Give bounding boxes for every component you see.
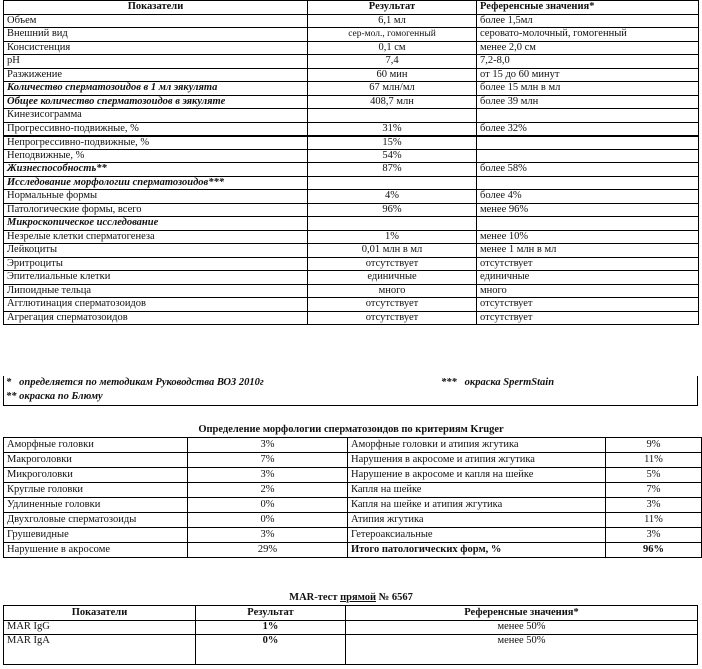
mar-indicator-cell: MAR IgG [4,621,196,635]
kruger-right-value: 5% [606,468,702,483]
reference-cell: менее 1 млн в мл [477,244,699,258]
indicator-cell: Общее количество сперматозоидов в эякуляте [4,95,308,109]
kruger-right-value: 3% [606,528,702,543]
result-cell: 60 мин [308,68,477,82]
result-cell: 31% [308,122,477,136]
kruger-left-value: 29% [188,543,348,558]
kruger-row [4,468,702,483]
table-row [4,230,699,244]
table-row [4,14,699,28]
kruger-left-label: Микроголовки [4,468,188,483]
kruger-right-label: Капля на шейке и атипия жгутика [348,498,606,513]
result-cell: сер-мол., гомогенный [308,28,477,42]
reference-cell [477,136,699,150]
indicator-cell: Жизнеспособность** [4,163,308,177]
result-cell: 0,01 млн в мл [308,244,477,258]
reference-cell: от 15 до 60 минут [477,68,699,82]
footnote-3 [441,377,554,388]
result-cell [308,176,477,190]
mar-header-reference: Референсные значения* [346,606,698,621]
reference-cell: менее 96% [477,203,699,217]
kruger-left-value: 3% [188,528,348,543]
reference-cell: менее 10% [477,230,699,244]
mar-table [3,605,698,665]
indicator-cell: Незрелые клетки сперматогенеза [4,230,308,244]
footnote-2 [6,391,103,402]
kruger-left-label: Круглые головки [4,483,188,498]
indicator-cell: Количество сперматозоидов в 1 мл эякулята [4,82,308,96]
mar-row [4,621,698,635]
mar-reference-cell: менее 50% [346,621,698,635]
kruger-right-label: Атипия жгутика [348,513,606,528]
kruger-right-value: 96% [606,543,702,558]
reference-cell [477,109,699,123]
indicator-cell: Кинезисограмма [4,109,308,123]
indicator-cell: Разжижение [4,68,308,82]
kruger-table-body [4,438,702,558]
table-row [4,311,699,325]
kruger-row [4,528,702,543]
kruger-right-label: Гетероаксиальные [348,528,606,543]
indicator-cell: Агглютинация сперматозоидов [4,298,308,312]
kruger-right-label: Капля на шейке [348,483,606,498]
footnote-text: окраска по Блюму [19,391,103,402]
mar-header-indicator: Показатели [4,606,196,621]
kruger-row [4,513,702,528]
table-row [4,136,699,150]
table-row [4,284,699,298]
reference-cell [477,217,699,231]
indicator-cell: Липоидные тельца [4,284,308,298]
table-row [4,190,699,204]
result-cell: много [308,284,477,298]
result-cell: 408,7 млн [308,95,477,109]
mar-title-type: прямой [340,592,377,603]
result-cell: 7,4 [308,55,477,69]
reference-cell: единичные [477,271,699,285]
kruger-right-value: 3% [606,498,702,513]
mar-title [0,592,702,603]
reference-cell: более 4% [477,190,699,204]
kruger-left-label: Нарушение в акросоме [4,543,188,558]
kruger-left-value: 3% [188,438,348,453]
reference-cell: более 15 млн в мл [477,82,699,96]
indicator-cell: Эпителиальные клетки [4,271,308,285]
reference-cell: отсутствует [477,257,699,271]
table-row [4,244,699,258]
indicator-cell: Внешний вид [4,28,308,42]
reference-cell: много [477,284,699,298]
footnote-text: определяется по методикам Руководства ВОЗ 2010г [19,377,264,388]
mar-header-row [4,606,698,621]
kruger-left-label: Макроголовки [4,453,188,468]
indicator-cell: Непрогрессивно-подвижные, % [4,136,308,150]
footnote-mark: * [6,377,12,388]
kruger-left-label: Удлиненные головки [4,498,188,513]
indicator-cell: Прогрессивно-подвижные, % [4,122,308,136]
kruger-row [4,438,702,453]
reference-cell: 7,2-8,0 [477,55,699,69]
indicator-cell: Агрегация сперматозоидов [4,311,308,325]
result-cell: отсутствует [308,257,477,271]
table-row [4,41,699,55]
kruger-right-label: Нарушения в акросоме и атипия жгутика [348,453,606,468]
table-body [4,14,699,325]
table-row [4,149,699,163]
mar-result-cell: 0% [196,635,346,665]
result-cell: единичные [308,271,477,285]
kruger-left-label: Двухголовые сперматозоиды [4,513,188,528]
result-cell: 15% [308,136,477,150]
mar-title-prefix: MAR-тест [289,592,341,603]
mar-result-cell: 1% [196,621,346,635]
kruger-left-label: Аморфные головки [4,438,188,453]
reference-cell: более 1,5мл [477,14,699,28]
kruger-right-value: 9% [606,438,702,453]
indicator-cell: Эритроциты [4,257,308,271]
kruger-left-value: 0% [188,513,348,528]
table-row [4,109,699,123]
kruger-left-value: 7% [188,453,348,468]
result-cell: отсутствует [308,311,477,325]
reference-cell [477,176,699,190]
result-cell: отсутствует [308,298,477,312]
result-cell: 96% [308,203,477,217]
result-cell: 87% [308,163,477,177]
kruger-left-value: 0% [188,498,348,513]
mar-table-body [4,621,698,665]
indicator-cell: pH [4,55,308,69]
kruger-right-label: Нарушение в акросоме и капля на шейке [348,468,606,483]
table-row [4,122,699,136]
result-cell: 6,1 мл [308,14,477,28]
indicator-cell: Объем [4,14,308,28]
mar-reference-cell: менее 50% [346,635,698,665]
table-row [4,163,699,177]
kruger-table [3,437,702,558]
header-result: Результат [308,1,477,15]
footnotes [3,376,698,406]
kruger-row [4,453,702,468]
kruger-right-label: Итого патологических форм, % [348,543,606,558]
table-row [4,28,699,42]
result-cell [308,217,477,231]
table-row [4,68,699,82]
mar-indicator-cell: MAR IgA [4,635,196,665]
table-row [4,271,699,285]
indicator-cell: Микроскопическое исследование [4,217,308,231]
indicator-cell: Исследование морфологии сперматозоидов*** [4,176,308,190]
reference-cell: более 32% [477,122,699,136]
kruger-right-value: 11% [606,453,702,468]
result-cell: 4% [308,190,477,204]
result-cell: 54% [308,149,477,163]
header-indicator: Показатели [4,1,308,15]
result-cell [308,109,477,123]
indicator-cell: Неподвижные, % [4,149,308,163]
table-row [4,82,699,96]
kruger-left-label: Грушевидные [4,528,188,543]
table-row [4,257,699,271]
indicator-cell: Патологические формы, всего [4,203,308,217]
table-row [4,95,699,109]
reference-cell: серовато-молочный, гомогенный [477,28,699,42]
table-row [4,176,699,190]
kruger-right-value: 11% [606,513,702,528]
semen-analysis-table [3,0,699,325]
footnote-text: окраска SpermStain [464,377,555,388]
reference-cell: менее 2,0 см [477,41,699,55]
result-cell: 0,1 см [308,41,477,55]
result-cell: 1% [308,230,477,244]
reference-cell: отсутствует [477,298,699,312]
header-reference: Референсные значения* [477,1,699,15]
kruger-title: Определение морфологии сперматозоидов по критериям Kruger [198,424,504,435]
indicator-cell: Лейкоциты [4,244,308,258]
mar-header-result: Результат [196,606,346,621]
table-row [4,217,699,231]
mar-title-number: № 6567 [376,592,413,603]
table-row [4,55,699,69]
kruger-row [4,543,702,558]
kruger-left-value: 2% [188,483,348,498]
footnote-1 [6,377,264,388]
table-row [4,203,699,217]
mar-row [4,635,698,665]
footnote-mark: *** [441,377,457,388]
table-row [4,298,699,312]
reference-cell: более 58% [477,163,699,177]
reference-cell: более 39 млн [477,95,699,109]
footnote-mark: ** [6,391,17,402]
kruger-row [4,483,702,498]
result-cell: 67 млн/мл [308,82,477,96]
reference-cell: отсутствует [477,311,699,325]
table-header-row [4,1,699,15]
indicator-cell: Нормальные формы [4,190,308,204]
kruger-right-label: Аморфные головки и атипия жгутика [348,438,606,453]
kruger-right-value: 7% [606,483,702,498]
reference-cell [477,149,699,163]
kruger-row [4,498,702,513]
indicator-cell: Консистенция [4,41,308,55]
kruger-left-value: 3% [188,468,348,483]
